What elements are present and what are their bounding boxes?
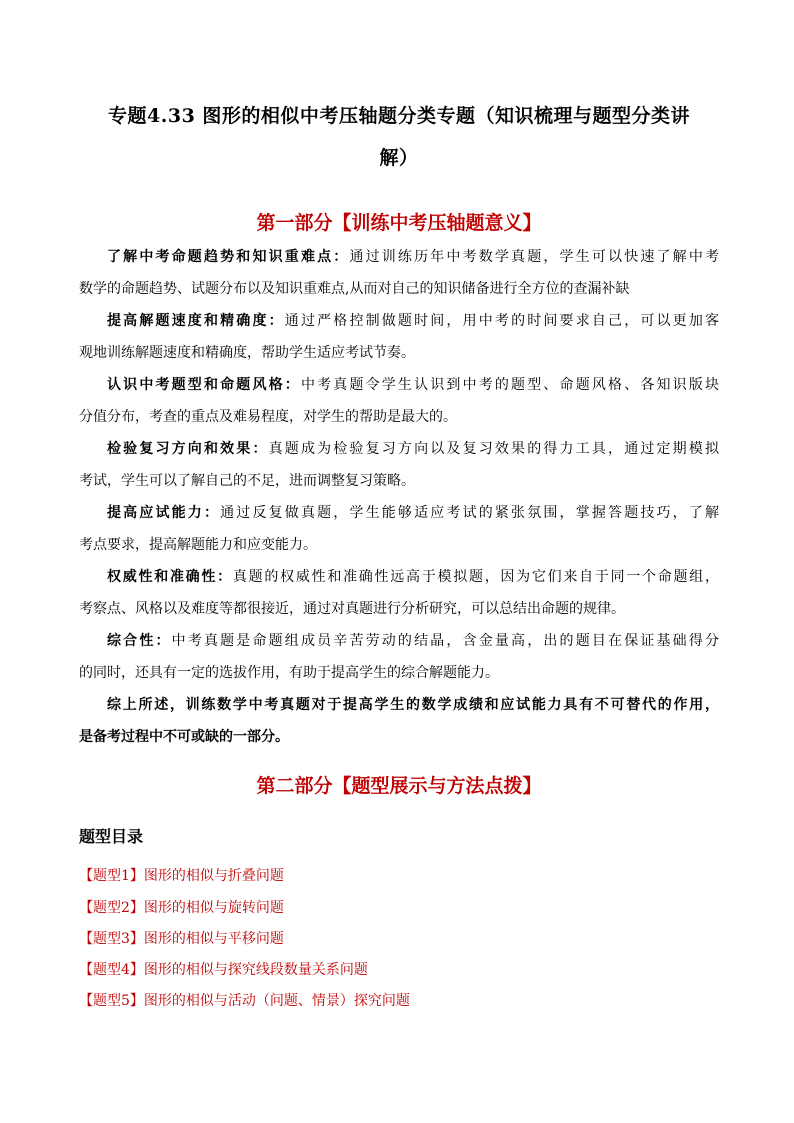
- paragraph-continuation: 数学的命题趋势、试题分布以及知识重难点,从而对自己的知识储备进行全方位的查漏补缺: [79, 281, 630, 297]
- paragraph-continuation: 考察点、风格以及难度等都很接近，通过对真题进行分析研究，可以总结出命题的规律。: [79, 601, 625, 617]
- paragraph-text: 中考真题是命题组成员辛苦劳动的结晶，含金量高，出的题目在保证基础得分: [171, 633, 719, 649]
- paragraph-label: 提高应试能力：: [107, 505, 221, 521]
- paragraph-label: 提高解题速度和精确度：: [107, 313, 285, 329]
- paragraph-continuation: 观地训练解题速度和精确度，帮助学生适应考试节奏。: [79, 345, 415, 361]
- paragraph-label: 综合性：: [107, 633, 172, 649]
- summary-line-2: 是备考过程中不可或缺的一部分。: [79, 729, 289, 745]
- part1-heading: 第一部分【训练中考压轴题意义】: [256, 212, 542, 234]
- document-title-line-2: 解）: [379, 147, 419, 169]
- paragraph-line: [107, 566, 719, 586]
- paragraph-label: 权威性和准确性：: [107, 569, 233, 585]
- paragraph-label: 认识中考题型和命题风格：: [107, 377, 301, 393]
- toc-title: 题型目录: [79, 827, 144, 846]
- paragraph-line: [107, 374, 719, 394]
- paragraph-line: [107, 310, 719, 330]
- toc-item-2[interactable]: 【题型2】图形的相似与旋转问题: [79, 900, 284, 916]
- summary-line-1: 综上所述，训练数学中考真题对于提高学生的数学成绩和应试能力具有不可替代的作用，: [107, 697, 719, 713]
- paragraph-text: 通过训练历年中考数学真题，学生可以快速了解中考: [349, 249, 719, 265]
- paragraph-continuation: 考试，学生可以了解自己的不足，进而调整复习策略。: [79, 473, 415, 489]
- toc-item-3[interactable]: 【题型3】图形的相似与平移问题: [79, 931, 284, 947]
- paragraph-text: 通过严格控制做题时间，用中考的时间要求自己，可以更加客: [284, 313, 719, 329]
- paragraph-continuation: 考点要求，提高解题能力和应变能力。: [79, 537, 317, 553]
- paragraph-text: 真题成为检验复习方向以及复习效果的得力工具，通过定期模拟: [268, 441, 719, 457]
- paragraph-text: 真题的权威性和准确性远高于模拟题，因为它们来自于同一个命题组，: [232, 569, 719, 585]
- paragraph-continuation: 的同时，还具有一定的选拔作用，有助于提高学生的综合解题能力。: [79, 665, 499, 681]
- paragraph-line: [107, 438, 719, 458]
- toc-item-1[interactable]: 【题型1】图形的相似与折叠问题: [79, 868, 284, 884]
- paragraph-continuation: 分值分布，考查的重点及难易程度，对学生的帮助是最大的。: [79, 409, 457, 425]
- paragraph-line: [107, 246, 719, 266]
- part2-heading: 第二部分【题型展示与方法点拨】: [256, 775, 542, 797]
- paragraph-label: 检验复习方向和效果：: [107, 441, 269, 457]
- paragraph-line: [107, 502, 719, 522]
- paragraph-text: 通过反复做真题，学生能够适应考试的紧张氛围，掌握答题技巧，了解: [220, 505, 719, 521]
- paragraph-text: 中考真题令学生认识到中考的题型、命题风格、各知识版块: [300, 377, 719, 393]
- paragraph-line: [107, 630, 719, 650]
- paragraph-label: 了解中考命题趋势和知识重难点：: [107, 249, 350, 265]
- toc-item-5[interactable]: 【题型5】图形的相似与活动（问题、情景）探究问题: [79, 993, 410, 1009]
- toc-item-4[interactable]: 【题型4】图形的相似与探究线段数量关系问题: [79, 962, 368, 978]
- document-title-line-1: 专题4.33 图形的相似中考压轴题分类专题（知识梳理与题型分类讲: [108, 105, 690, 127]
